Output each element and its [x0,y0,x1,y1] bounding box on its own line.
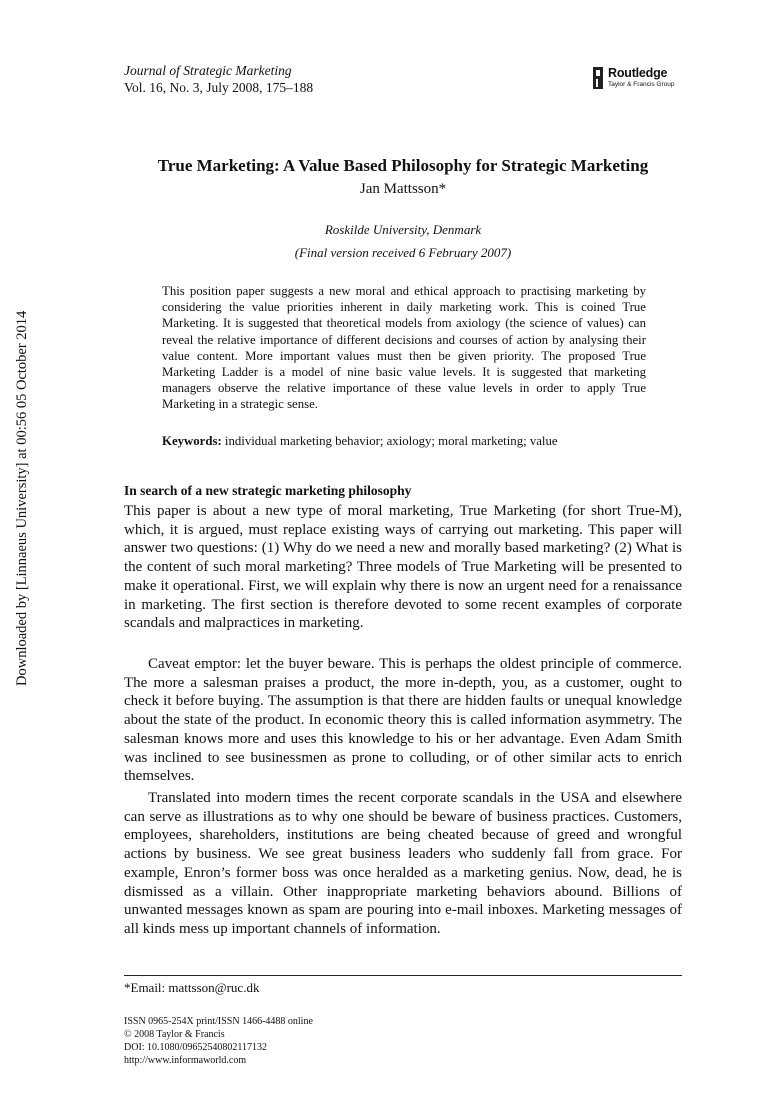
download-watermark: Downloaded by [Linnaeus University] at 00:56 05 October 2014 [14,310,30,686]
issn: ISSN 0965-254X print/ISSN 1466-4488 online [124,1016,313,1027]
footnote-divider [124,975,682,976]
paragraph: Caveat emptor: let the buyer beware. This is perhaps the oldest principle of commerce. The more a salesman praises a product, the more in-depth, you, as a customer, ought to check it before buying. The assumption is that there are hidden faults or unequal knowledge about the state of the product. In economic theory this is called information asymmetry. The salesman knows more and uses this knowledge to his or her advantage. Even Adam Smith was inclined to see businessmen as prone to colluding, or of other similar acts to enrich themselves. [124,656,682,785]
journal-name: Journal of Strategic Marketing [124,63,292,78]
journal-header [124,62,313,96]
publisher-url[interactable]: http://www.informaworld.com [124,1055,247,1066]
paragraph: Translated into modern times the recent corporate scandals in the USA and elsewhere can serve as illustrations as to why one should be beware of business practices. Customers, employees, shareholders, institutions are being cheated because of greed and wrongful actions by business. We see great business leaders who suddenly fall from grace. For example, Enron’s former boss was once heralded as a marketing genius. Now, dead, he is dismissed as a villain. Other inappropriate marketing behaviors abound. Billions of unwanted messages known as spam are pouring into e-mail inboxes. Marketing messages of all kinds mess up important channels of information. [124,790,682,937]
keywords-list: individual marketing behavior; axiology; moral marketing; value [224,434,558,448]
doi: DOI: 10.1080/09652540802117132 [124,1042,267,1053]
journal-volume: Vol. 16, No. 3, July 2008, 175–188 [124,80,314,95]
keywords-label: Keywords: [162,434,222,448]
publisher-group: Taylor & Francis Group [608,81,675,88]
keywords [162,434,646,449]
author-email: *Email: mattsson@ruc.dk [124,980,260,995]
publisher-name: Routledge [608,66,668,80]
article-author: Jan Mattsson* [359,181,447,197]
author-affiliation: Roskilde University, Denmark [324,222,482,237]
publication-meta [124,1015,313,1067]
paragraph: This paper is about a new type of moral marketing, True Marketing (for short True-M), which, it is argued, must replace existing ways of carrying out marketing. This paper will answer two questions: (1) Why do we need a new and morally based marketing? (2) What is the content of such moral marketing? Three models of True Marketing will be presented to make it operational. First, we will explain why there is now an urgent need for a renaissance in marketing. The first section is therefore devoted to some recent examples of corporate scandals and malpractices in marketing. [124,503,682,632]
abstract: This position paper suggests a new moral and ethical approach to practising marketing by considering the value priorities inherent in daily marketing work. This is coined True Marketing. It is suggested that theoretical models from axiology (the science of values) can reveal the relative importance of different decisions and courses of action by analysing their value content. More important values must then be given priority. The proposed True Marketing Ladder is a model of nine basic value levels. It is suggested that marketing managers observe the relative importance of these value levels in order to apply True Marketing in a strategic sense. [162,284,646,412]
article-title: True Marketing: A Value Based Philosophy for Strategic Marketing [157,156,649,175]
received-date: (Final version received 6 February 2007) [294,245,512,260]
publisher-logo [592,66,682,92]
section-heading: In search of a new strategic marketing philosophy [124,483,412,498]
copyright: © 2008 Taylor & Francis [124,1029,225,1040]
routledge-logo-icon [592,66,604,90]
